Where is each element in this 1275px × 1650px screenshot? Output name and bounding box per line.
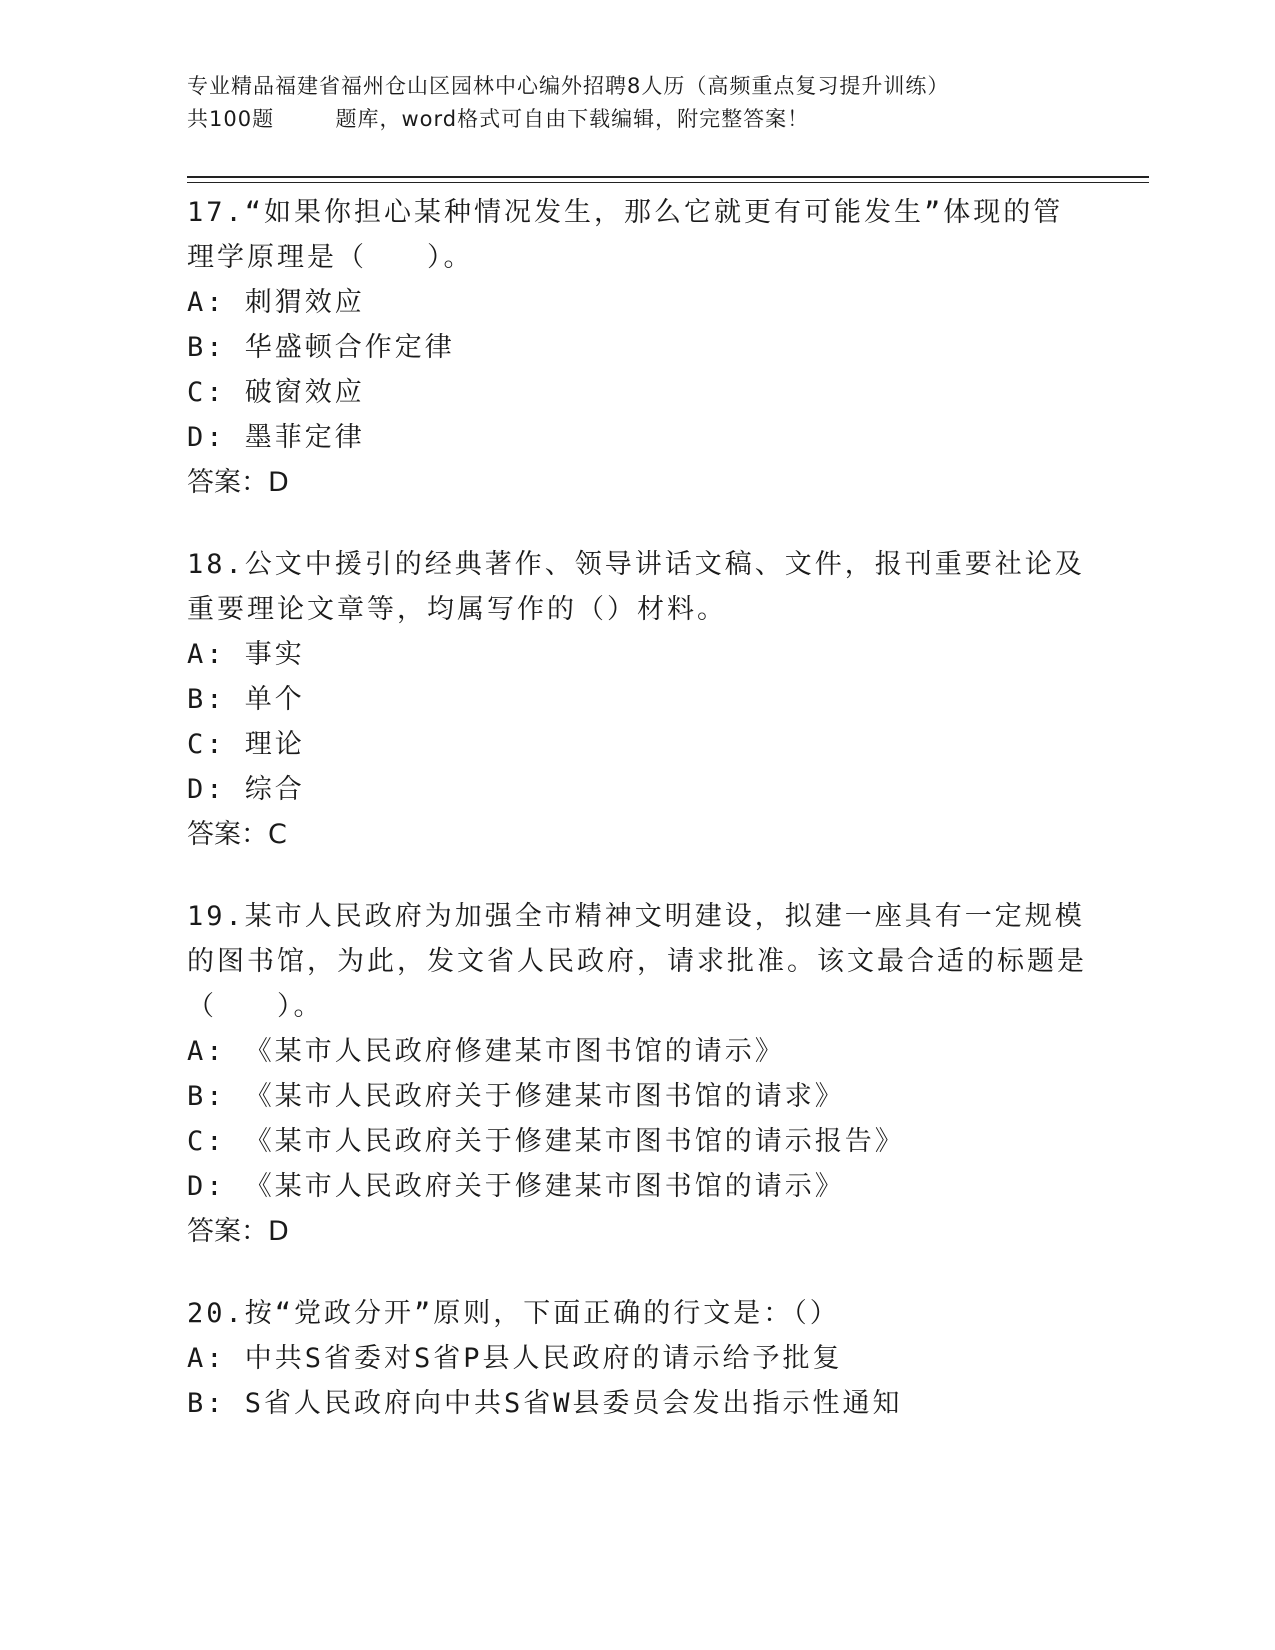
answer-line: 答案：C	[187, 819, 287, 850]
option-b: B: 华盛顿合作定律	[187, 332, 455, 363]
question-17	[187, 190, 1087, 505]
question-stem: 19.某市人民政府为加强全市精神文明建设，拟建一座具有一定规模的图书馆，为此，发文省人民政府，请求批准。该文最合适的标题是（ ）。	[187, 901, 1087, 1022]
option-b: B: 单个	[187, 684, 305, 715]
option-c: C: 理论	[187, 729, 305, 760]
header-divider-thin	[187, 182, 1149, 183]
question-19	[187, 894, 1087, 1254]
question-20	[187, 1291, 1087, 1426]
option-a: A: 《某市人民政府修建某市图书馆的请示》	[187, 1036, 785, 1067]
header-divider-thick	[187, 176, 1149, 178]
answer-line: 答案：D	[187, 467, 289, 498]
option-c: C: 《某市人民政府关于修建某市图书馆的请示报告》	[187, 1126, 905, 1157]
option-a: A: 事实	[187, 639, 305, 670]
option-d: D: 综合	[187, 774, 305, 805]
answer-line: 答案：D	[187, 1216, 289, 1247]
option-a: A: 刺猬效应	[187, 287, 365, 318]
option-d: D: 墨菲定律	[187, 422, 365, 453]
option-c: C: 破窗效应	[187, 377, 365, 408]
header-title-line: 专业精品福建省福州仓山区园林中心编外招聘8人历（高频重点复习提升训练）	[187, 74, 950, 98]
question-18	[187, 542, 1087, 857]
question-list	[187, 190, 1087, 1463]
option-d: D: 《某市人民政府关于修建某市图书馆的请示》	[187, 1171, 845, 1202]
question-stem: 18.公文中援引的经典著作、领导讲话文稿、文件，报刊重要社论及重要理论文章等，均属写作的（）材料。	[187, 549, 1085, 625]
option-b: B: 《某市人民政府关于修建某市图书馆的请求》	[187, 1081, 845, 1112]
header-subtitle-line: 共100题 题库，word格式可自由下载编辑，附完整答案！	[187, 107, 810, 131]
question-stem: 17.“如果你担心某种情况发生，那么它就更有可能发生”体现的管理学原理是（ ）。	[187, 197, 1064, 273]
document-header	[187, 70, 1077, 136]
option-b: B: S省人民政府向中共S省W县委员会发出指示性通知	[187, 1388, 903, 1419]
question-stem: 20.按“党政分开”原则，下面正确的行文是：（）	[187, 1298, 840, 1329]
option-a: A: 中共S省委对S省P县人民政府的请示给予批复	[187, 1343, 843, 1374]
